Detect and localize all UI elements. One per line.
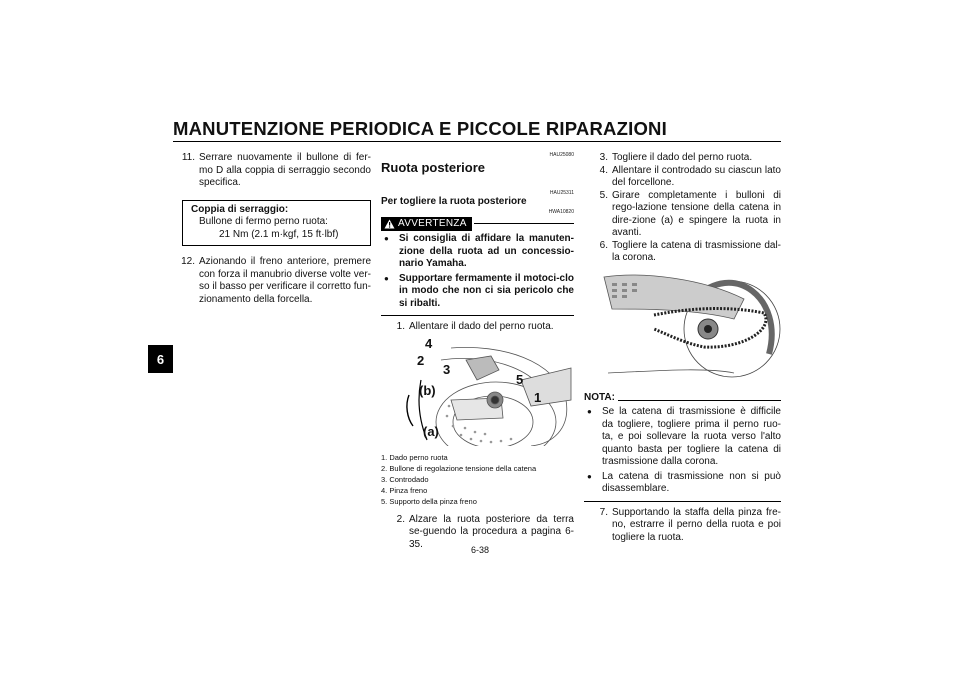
step-4 [584,165,781,190]
reference-code: HWA10820 [548,208,574,215]
step-text: Serrare nuovamente il bullone di fer-mo D alla coppia di serraggio secondo specifica. [199,152,371,188]
warning-end-rule [381,315,574,316]
step-1 [381,321,574,334]
note-text: Se la catena di trasmissione è difficile da togliere, togliere prima il perno ruo-ta, e poi sollevare la ruota verso l'alto quanto basta per togliere la catena di trasmissione dalla corona. [602,406,781,467]
title-rule [173,141,781,142]
spec-item: Bullone di fermo perno ruota: [199,216,328,227]
warning-item [381,273,574,311]
note-end-rule [584,501,781,502]
step-text: Togliere la catena di trasmissione dal-la corona. [612,239,781,263]
torque-spec-box [182,200,371,247]
warning-item [381,233,574,271]
callout-3: 3 [443,361,451,377]
step-12 [174,256,371,306]
step-text: Allentare il controdado su ciascun lato del forcellone. [612,164,781,188]
column-right [584,152,781,544]
page-number: 6-38 [470,545,489,555]
step-7 [584,507,781,545]
chain-illustration [584,269,781,384]
step-text: Supportando la staffa della pinza fre-no, estrarre il perno della ruota e poi togliere la ruota. [612,506,781,543]
step-number: 11. [181,152,195,163]
legend-item: 4. Pinza freno [381,486,428,496]
warning-text: Si consiglia di affidare la manuten-zione della ruota ad un concessio-nario Yamaha. [399,233,574,269]
legend-item: 5. Supporto della pinza freno [381,497,477,507]
callout-4: 4 [425,335,433,351]
warning-label [381,217,472,232]
step-number: 7. [599,506,608,518]
note-item [584,406,781,469]
warning-label-text: AVVERTENZA [398,217,467,229]
step-number: 5. [599,189,608,201]
step-6 [584,240,781,265]
step-2 [381,514,574,552]
warning-text: Supportare fermamente il motoci-clo in modo che non ci sia pericolo che si ribalti. [399,272,574,309]
note-text: La catena di trasmissione non si può disassemblare. [602,470,781,494]
note-label: NOTA: [584,391,615,403]
rear-wheel-illustration [381,335,574,446]
section-title: Ruota posteriore [381,160,486,175]
step-5 [584,190,781,240]
legend-item: 1. Dado perno ruota [381,452,448,462]
note-item [584,471,781,496]
step-number: 12. [181,256,195,267]
spec-value: 21 Nm (2.1 m·kgf, 15 ft·lbf) [219,228,339,240]
legend-item: 2. Bullone di regolazione tensione della catena [381,463,537,473]
figure-legend [381,452,574,508]
callout-5: 5 [516,371,524,387]
bullet-icon: ● [587,471,592,481]
column-left [174,152,371,306]
column-middle [381,152,574,551]
bullet-icon: ● [384,273,389,283]
step-text: Allentare il dado del perno ruota. [409,321,554,332]
callout-2: 2 [417,352,425,368]
bullet-icon: ● [384,234,389,243]
warning-rule [474,223,574,224]
chapter-tab: 6 [148,345,173,373]
reference-code: HAU25080 [549,152,574,158]
rear-wheel-figure [381,335,574,446]
step-number: 3. [599,152,608,163]
callout-b: (b) [419,382,436,398]
legend-item: 3. Controdado [381,474,429,484]
step-11 [174,152,371,190]
warning-triangle-icon [384,219,395,229]
step-text: Girare completamente i bulloni di rego-lazione tensione della catena in dire-zione (a) e spingere la ruota in avanti. [612,189,781,238]
step-number: 4. [599,164,608,176]
step-3 [584,152,781,165]
subsection-title: Per togliere la ruota posteriore [381,196,527,207]
bullet-icon: ● [587,407,592,416]
chain-figure [584,269,781,384]
step-text: Azionando il freno anteriore, premere con forza il manubrio diverse volte ver-so il basso per verificare il corretto fun-zionamento della forcella. [199,256,371,305]
page-title: MANUTENZIONE PERIODICA E PICCOLE RIPARAZIONI [173,118,667,139]
step-text: Alzare la ruota posteriore da terra se-guendo la procedura a pagina 6-35. [409,513,574,550]
step-number: 6. [599,239,608,251]
callout-1: 1 [534,389,542,405]
note-rule [618,400,781,401]
note-header [584,392,781,405]
step-text: Togliere il dado del perno ruota. [612,152,753,163]
callout-a: (a) [423,423,439,439]
step-number: 1. [396,321,405,332]
spec-heading: Coppia di serraggio: [191,203,289,215]
warning-header [381,217,574,232]
step-number: 2. [396,513,405,525]
reference-code: HAU25311 [549,190,574,196]
